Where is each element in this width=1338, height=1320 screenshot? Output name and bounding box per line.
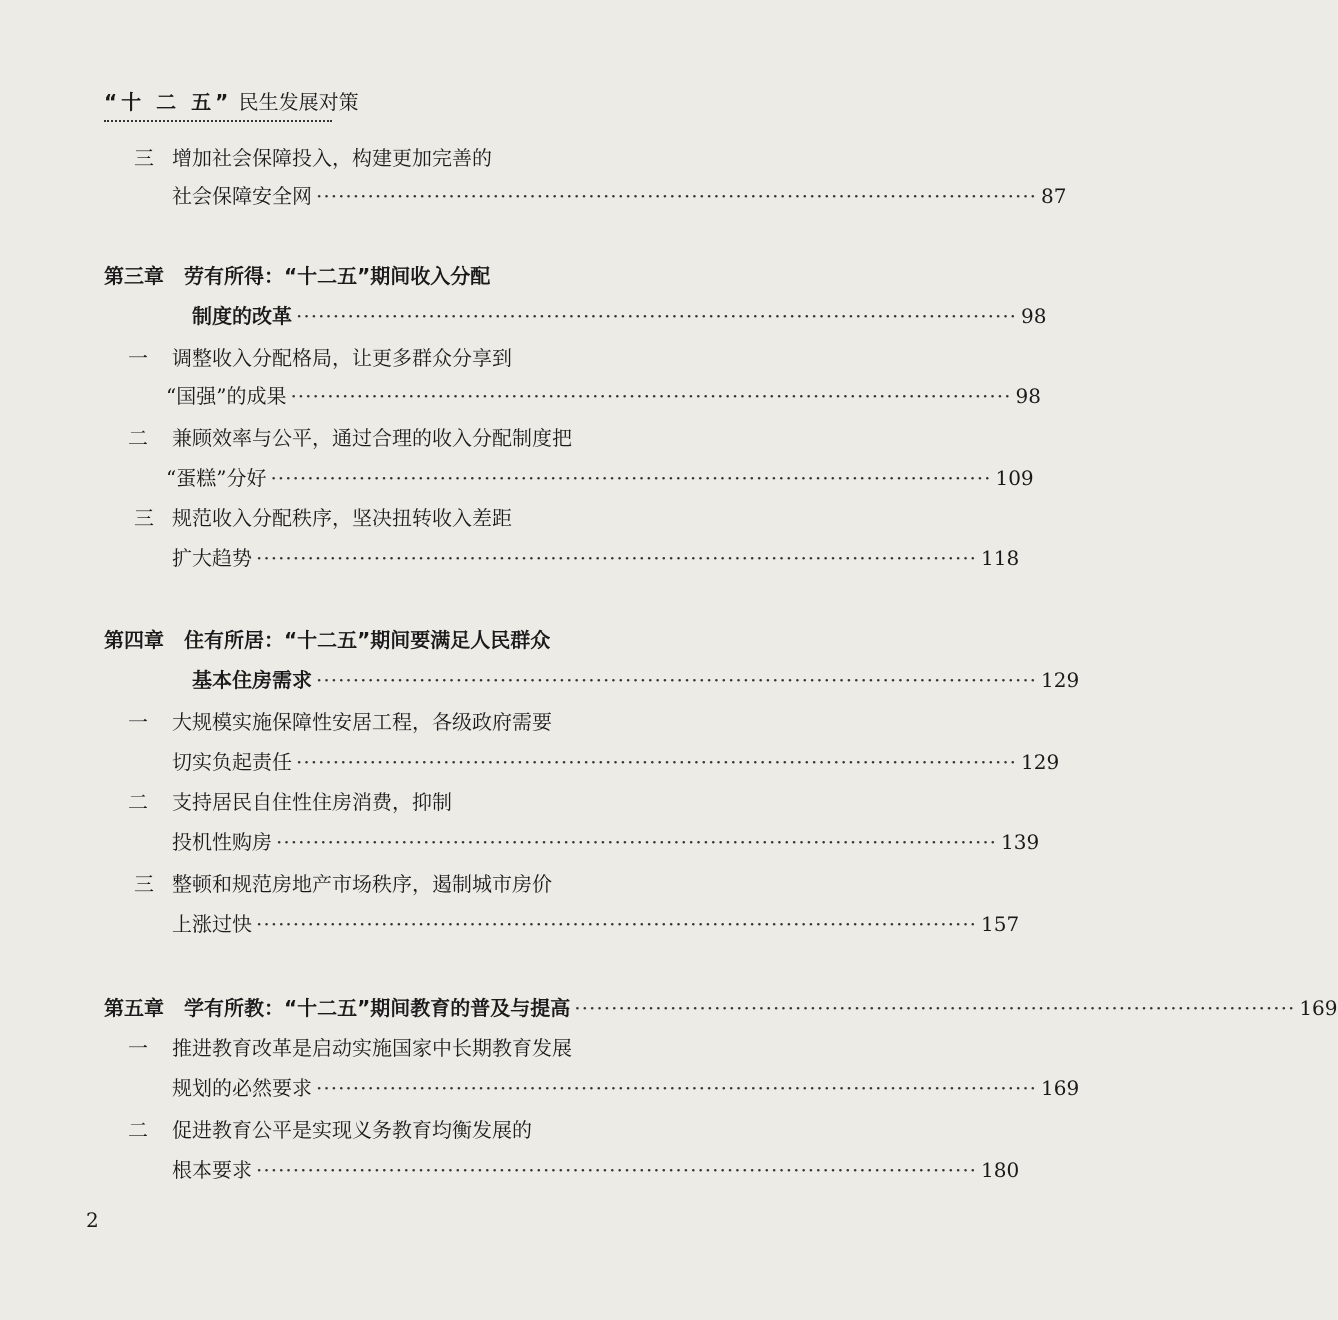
toc-num: 二 (128, 426, 148, 450)
dot-leader: ·································································································· (276, 830, 998, 854)
toc-text: “蛋糕”分好 (166, 466, 267, 490)
toc-text: 调整收入分配格局，让更多群众分享到 (172, 346, 512, 370)
toc-line[interactable] (104, 338, 744, 378)
toc-line[interactable] (104, 702, 744, 742)
toc-text: 整顿和规范房地产市场秩序，遏制城市房价 (172, 872, 552, 896)
toc-entry[interactable] (192, 660, 1080, 700)
toc-page: 169 (1041, 1076, 1080, 1100)
toc-page: 180 (981, 1158, 1020, 1182)
toc-page: 129 (1041, 668, 1080, 692)
toc-entry[interactable] (172, 1150, 1020, 1190)
chapter-heading[interactable] (104, 256, 744, 296)
toc-num: 二 (128, 1118, 148, 1142)
header-title: 民生发展对策 (238, 90, 359, 114)
toc-entry[interactable] (172, 904, 1020, 944)
toc-entry[interactable] (172, 176, 1067, 216)
toc-text: 投机性购房 (172, 830, 272, 854)
toc-text: 社会保障安全网 (172, 184, 312, 208)
toc-entry[interactable] (166, 376, 1041, 416)
toc-line[interactable] (104, 864, 744, 904)
toc-page: 118 (981, 546, 1020, 570)
toc-num: 一 (128, 1036, 148, 1060)
header-brand: “十 二 五” (104, 90, 233, 114)
toc-text: 规划的必然要求 (172, 1076, 312, 1100)
toc-page: 87 (1041, 184, 1067, 208)
toc-line[interactable] (104, 138, 744, 178)
toc-text: 兼顾效率与公平，通过合理的收入分配制度把 (172, 426, 572, 450)
toc-page: 129 (1021, 750, 1060, 774)
toc-text: 扩大趋势 (172, 546, 252, 570)
page-number: 2 (86, 1208, 99, 1232)
toc-page: 109 (995, 466, 1034, 490)
toc-text: 推进教育改革是启动实施国家中长期教育发展 (172, 1036, 572, 1060)
toc-text: 增加社会保障投入，构建更加完善的 (172, 146, 492, 170)
toc-entry[interactable] (172, 822, 1040, 862)
toc-page: 98 (1015, 384, 1041, 408)
dot-leader: ·································································································· (574, 996, 1296, 1020)
header-rule (104, 120, 332, 122)
toc-page: 157 (981, 912, 1020, 936)
toc-num: 二 (128, 790, 148, 814)
toc-num: 三 (134, 506, 154, 530)
dot-leader: ·································································································· (256, 1158, 978, 1182)
toc-text: 根本要求 (172, 1158, 252, 1182)
toc-page: 169 (1299, 996, 1338, 1020)
toc-page: 98 (1021, 304, 1047, 328)
toc-text: 促进教育公平是实现义务教育均衡发展的 (172, 1118, 532, 1142)
toc-entry[interactable] (166, 458, 1034, 498)
toc-line[interactable] (104, 782, 744, 822)
toc-line[interactable] (104, 498, 744, 538)
toc-line[interactable] (104, 418, 744, 458)
toc-entry[interactable] (172, 742, 1060, 782)
toc-num: 三 (134, 146, 154, 170)
dot-leader: ·································································································· (270, 466, 992, 490)
running-header (104, 88, 744, 116)
toc-entry[interactable] (172, 1068, 1080, 1108)
toc-text: 大规模实施保障性安居工程，各级政府需要 (172, 710, 552, 734)
dot-leader: ·································································································· (316, 184, 1038, 208)
dot-leader: ·································································································· (296, 304, 1018, 328)
toc-text: “国强”的成果 (166, 384, 287, 408)
chapter-heading[interactable] (104, 620, 744, 660)
toc-text: 支持居民自住性住房消费，抑制 (172, 790, 452, 814)
dot-leader: ·································································································· (290, 384, 1012, 408)
toc-text: 上涨过快 (172, 912, 252, 936)
dot-leader: ·································································································· (256, 546, 978, 570)
toc-num: 一 (128, 710, 148, 734)
toc-text: 规范收入分配秩序，坚决扭转收入差距 (172, 506, 512, 530)
toc-text: 切实负起责任 (172, 750, 292, 774)
chapter-heading[interactable] (104, 988, 1338, 1028)
toc-num: 三 (134, 872, 154, 896)
toc-entry[interactable] (192, 296, 1047, 336)
toc-text: 基本住房需求 (192, 668, 312, 692)
toc-text: 第五章 学有所教：“十二五”期间教育的普及与提高 (104, 996, 571, 1020)
toc-entry[interactable] (172, 538, 1020, 578)
dot-leader: ·································································································· (256, 912, 978, 936)
dot-leader: ·································································································· (296, 750, 1018, 774)
toc-page: 139 (1001, 830, 1040, 854)
toc-num: 一 (128, 346, 148, 370)
toc-text: 制度的改革 (192, 304, 292, 328)
toc-text: 第三章 劳有所得：“十二五”期间收入分配 (104, 264, 491, 288)
toc-line[interactable] (104, 1110, 744, 1150)
toc-line[interactable] (104, 1028, 744, 1068)
dot-leader: ·································································································· (316, 668, 1038, 692)
dot-leader: ·································································································· (316, 1076, 1038, 1100)
toc-text: 第四章 住有所居：“十二五”期间要满足人民群众 (104, 628, 551, 652)
